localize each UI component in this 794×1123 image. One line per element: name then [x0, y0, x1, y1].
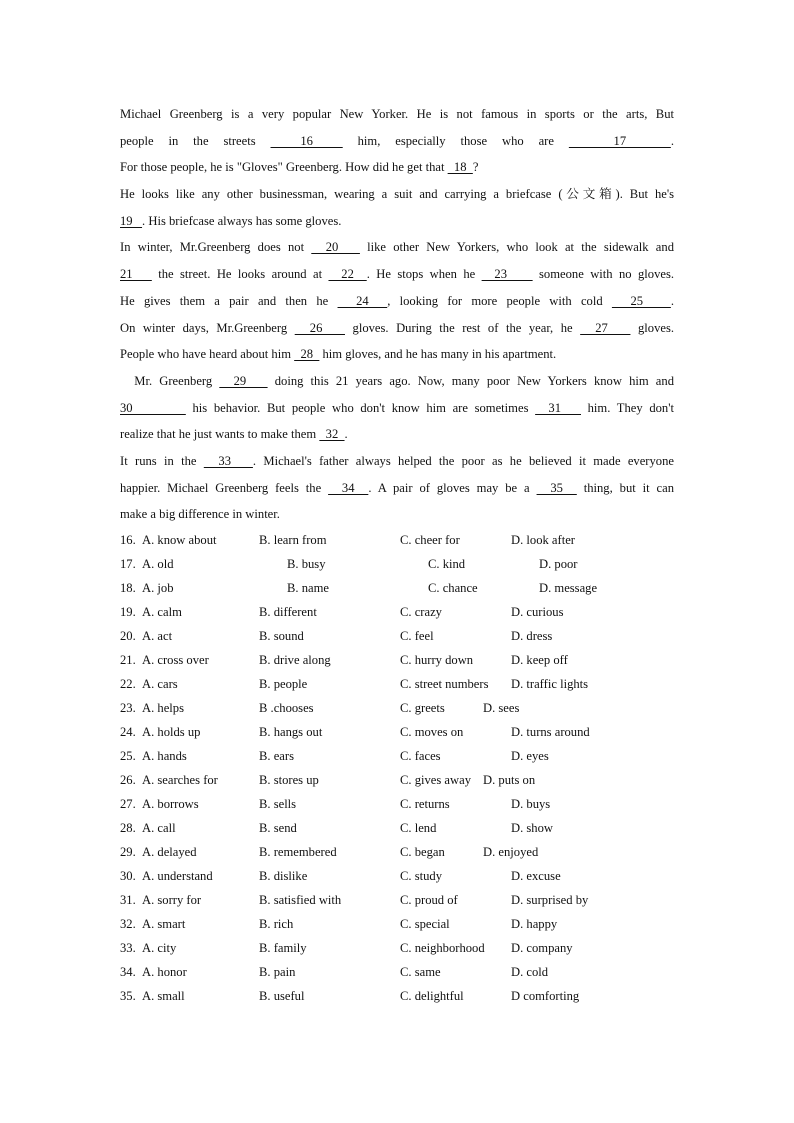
passage-text: ?	[472, 160, 479, 175]
option-d: D. enjoyed	[483, 845, 539, 859]
answer-blank: 21	[120, 267, 152, 282]
option-d: D. excuse	[511, 869, 561, 883]
passage-text: . Michael's father always helped the poor as he believed it made everyone	[252, 453, 674, 468]
passage-text: Mr. Greenberg	[120, 373, 220, 388]
option-a: A. old	[142, 557, 174, 571]
option-b: B. ears	[259, 749, 294, 763]
question-number: 35.	[120, 989, 136, 1003]
passage-line	[120, 475, 674, 502]
question-number: 22.	[120, 677, 136, 691]
option-c: C. neighborhood	[400, 941, 485, 955]
passage-text: like other New Yorkers, who look at the sidewalk and	[359, 240, 674, 255]
option-c: C. feel	[400, 629, 434, 643]
option-d: D. message	[539, 581, 598, 595]
option-b: B. useful	[259, 989, 305, 1003]
option-b: B .chooses	[259, 701, 314, 715]
question-row	[120, 984, 680, 1008]
answer-blank: 35	[536, 480, 577, 495]
option-b: B. family	[259, 941, 307, 955]
question-number: 23.	[120, 701, 136, 715]
answer-blank: 22	[328, 267, 367, 282]
option-d: D. show	[511, 821, 553, 835]
option-b: B. hangs out	[259, 725, 323, 739]
question-row	[120, 720, 680, 744]
option-b: B. sells	[259, 797, 297, 811]
question-row	[120, 768, 680, 792]
option-d: D. look after	[511, 533, 575, 547]
passage-text: Michael Greenberg is a very popular New Yorker. He is not famous in sports or the arts, But	[120, 107, 674, 121]
passage-text: It runs in the	[120, 453, 204, 468]
option-b: B. send	[259, 821, 297, 835]
question-row	[120, 648, 680, 672]
option-d: D. happy	[511, 917, 558, 931]
option-a: A. sorry for	[142, 893, 202, 907]
option-d: D. turns around	[511, 725, 590, 739]
option-c: C. special	[400, 917, 450, 931]
answer-blank: 31	[535, 400, 581, 415]
option-a: A. helps	[142, 701, 184, 715]
answer-blank: 24	[337, 293, 388, 308]
option-b: B. different	[259, 605, 317, 619]
question-number: 16.	[120, 533, 136, 547]
passage-line	[120, 315, 674, 342]
option-b: B. remembered	[259, 845, 337, 859]
option-b: B. pain	[259, 965, 296, 979]
question-row	[120, 696, 680, 720]
question-number: 19.	[120, 605, 136, 619]
option-c: C. street numbers	[400, 677, 489, 691]
option-d: D. eyes	[511, 749, 549, 763]
passage-text: . A pair of gloves may be a	[368, 480, 537, 495]
option-a: A. small	[142, 989, 185, 1003]
passage-line	[120, 208, 674, 235]
question-number: 25.	[120, 749, 136, 763]
option-b: B. people	[259, 677, 308, 691]
question-row	[120, 912, 680, 936]
answer-blank: 30	[120, 400, 186, 415]
passage-line	[120, 501, 674, 528]
option-c: C. hurry down	[400, 653, 474, 667]
option-d: D comforting	[511, 989, 580, 1003]
question-row	[120, 936, 680, 960]
option-c: C. delightful	[400, 989, 464, 1003]
option-b: B. satisfied with	[259, 893, 342, 907]
option-c: C. same	[400, 965, 441, 979]
option-d: D. traffic lights	[511, 677, 589, 691]
option-d: D. sees	[483, 701, 520, 715]
question-number: 21.	[120, 653, 136, 667]
option-c: C. gives away	[400, 773, 471, 787]
option-b: B. dislike	[259, 869, 308, 883]
question-number: 32.	[120, 917, 136, 931]
passage-line	[120, 288, 674, 315]
answer-blank: 27	[580, 320, 631, 335]
question-number: 27.	[120, 797, 136, 811]
passage-text: people in the streets	[120, 133, 271, 148]
passage-line	[120, 261, 674, 288]
option-a: A. holds up	[142, 725, 201, 739]
option-c: C. proud of	[400, 893, 458, 907]
passage-text: .	[670, 293, 675, 308]
passage-line	[120, 421, 674, 448]
question-number: 31.	[120, 893, 136, 907]
answer-blank: 34	[328, 480, 369, 495]
passage-text: In winter, Mr.Greenberg does not	[120, 240, 312, 255]
passage-line	[120, 341, 674, 368]
option-c: C. lend	[400, 821, 437, 835]
option-c: C. greets	[400, 701, 445, 715]
option-c: C. study	[400, 869, 442, 883]
question-number: 30.	[120, 869, 136, 883]
question-row	[120, 960, 680, 984]
passage-text: him. They don't	[580, 400, 674, 415]
option-a: A. delayed	[142, 845, 197, 859]
option-d: D. surprised by	[511, 893, 589, 907]
passage-text: realize that he just wants to make them	[120, 427, 320, 442]
option-a: A. cross over	[142, 653, 209, 667]
answer-blank: 29	[219, 373, 268, 388]
answer-blank: 28	[294, 347, 320, 362]
option-b: B. name	[287, 581, 329, 595]
option-b: B. rich	[259, 917, 294, 931]
option-b: B. sound	[259, 629, 304, 643]
passage-text: He looks like any other businessman, wearing a suit and carrying a briefcase (公文箱). But he's	[120, 187, 674, 202]
passage-text: . He stops when he	[366, 267, 482, 282]
question-row	[120, 552, 680, 576]
question-number: 24.	[120, 725, 136, 739]
passage-text: He gives them a pair and then he	[120, 293, 338, 308]
question-row	[120, 624, 680, 648]
option-d: D. company	[511, 941, 573, 955]
question-number: 34.	[120, 965, 136, 979]
option-b: B. learn from	[259, 533, 327, 547]
question-row	[120, 792, 680, 816]
option-d: D. poor	[539, 557, 578, 571]
answer-blank: 23	[481, 267, 533, 282]
answer-blank: 20	[311, 240, 360, 255]
question-row	[120, 864, 680, 888]
option-a: A. city	[142, 941, 177, 955]
option-a: A. know about	[142, 533, 217, 547]
option-d: D. dress	[511, 629, 553, 643]
question-row	[120, 816, 680, 840]
option-c: C. kind	[428, 557, 466, 571]
option-c: C. moves on	[400, 725, 464, 739]
question-row	[120, 576, 680, 600]
passage-text: doing this 21 years ago. Now, many poor New Yorkers know him and	[267, 373, 674, 388]
passage-line	[120, 368, 674, 395]
passage-text: the street. He looks around at	[151, 267, 329, 282]
passage-text: On winter days, Mr.Greenberg	[120, 320, 295, 335]
option-d: D. curious	[511, 605, 564, 619]
option-d: D. keep off	[511, 653, 568, 667]
passage-text: thing, but it can	[576, 480, 675, 495]
option-a: A. cars	[142, 677, 178, 691]
question-number: 33.	[120, 941, 136, 955]
question-row	[120, 600, 680, 624]
question-row	[120, 888, 680, 912]
passage-line	[120, 154, 674, 181]
option-b: B. drive along	[259, 653, 331, 667]
question-number: 18.	[120, 581, 136, 595]
passage-text: his behavior. But people who don't know him are sometimes	[185, 400, 536, 415]
question-number: 29.	[120, 845, 136, 859]
option-a: A. calm	[142, 605, 182, 619]
question-number: 28.	[120, 821, 136, 835]
option-a: A. smart	[142, 917, 186, 931]
option-c: C. faces	[400, 749, 441, 763]
question-number: 26.	[120, 773, 136, 787]
answer-blank: 19	[120, 213, 143, 228]
option-a: A. hands	[142, 749, 187, 763]
cloze-passage	[120, 101, 674, 528]
question-row	[120, 672, 680, 696]
answer-blank: 33	[203, 453, 253, 468]
option-c: C. cheer for	[400, 533, 460, 547]
passage-text: For those people, he is "Gloves" Greenberg. How did he get that	[120, 160, 448, 175]
answer-options	[120, 528, 680, 1008]
passage-line	[120, 181, 674, 208]
question-row	[120, 744, 680, 768]
passage-line	[120, 234, 674, 261]
passage-line	[120, 128, 674, 155]
option-a: A. honor	[142, 965, 187, 979]
option-a: A. job	[142, 581, 174, 595]
option-a: A. searches for	[142, 773, 218, 787]
answer-blank: 16	[270, 133, 343, 148]
answer-blank: 18	[447, 160, 473, 175]
option-a: A. call	[142, 821, 176, 835]
option-d: D. buys	[511, 797, 551, 811]
answer-blank: 25	[611, 293, 671, 308]
option-d: D. puts on	[483, 773, 536, 787]
passage-text: People who have heard about him	[120, 347, 295, 362]
passage-text: , looking for more people with cold	[387, 293, 612, 308]
option-d: D. cold	[511, 965, 549, 979]
passage-text: .	[344, 427, 348, 442]
option-a: A. act	[142, 629, 173, 643]
question-row	[120, 528, 680, 552]
passage-line	[120, 395, 674, 422]
option-c: C. returns	[400, 797, 450, 811]
passage-text: .	[670, 133, 674, 148]
passage-text: gloves.	[630, 320, 675, 335]
question-number: 20.	[120, 629, 136, 643]
passage-text: make a big difference in winter.	[120, 507, 280, 522]
answer-blank: 17	[568, 133, 671, 148]
option-c: C. chance	[428, 581, 478, 595]
passage-text: him gloves, and he has many in his apartment.	[319, 347, 557, 362]
passage-text: . His briefcase always has some gloves.	[142, 213, 342, 228]
passage-line	[120, 101, 674, 128]
option-a: A. understand	[142, 869, 213, 883]
answer-blank: 26	[294, 320, 345, 335]
passage-text: him, especially those who are	[342, 133, 569, 148]
question-number: 17.	[120, 557, 136, 571]
passage-line	[120, 448, 674, 475]
passage-text: gloves. During the rest of the year, he	[344, 320, 581, 335]
passage-text: happier. Michael Greenberg feels the	[120, 480, 329, 495]
answer-blank: 32	[319, 427, 345, 442]
option-a: A. borrows	[142, 797, 199, 811]
option-b: B. busy	[287, 557, 326, 571]
question-row	[120, 840, 680, 864]
option-b: B. stores up	[259, 773, 319, 787]
option-c: C. crazy	[400, 605, 442, 619]
passage-text: someone with no gloves.	[532, 267, 675, 282]
option-c: C. began	[400, 845, 445, 859]
